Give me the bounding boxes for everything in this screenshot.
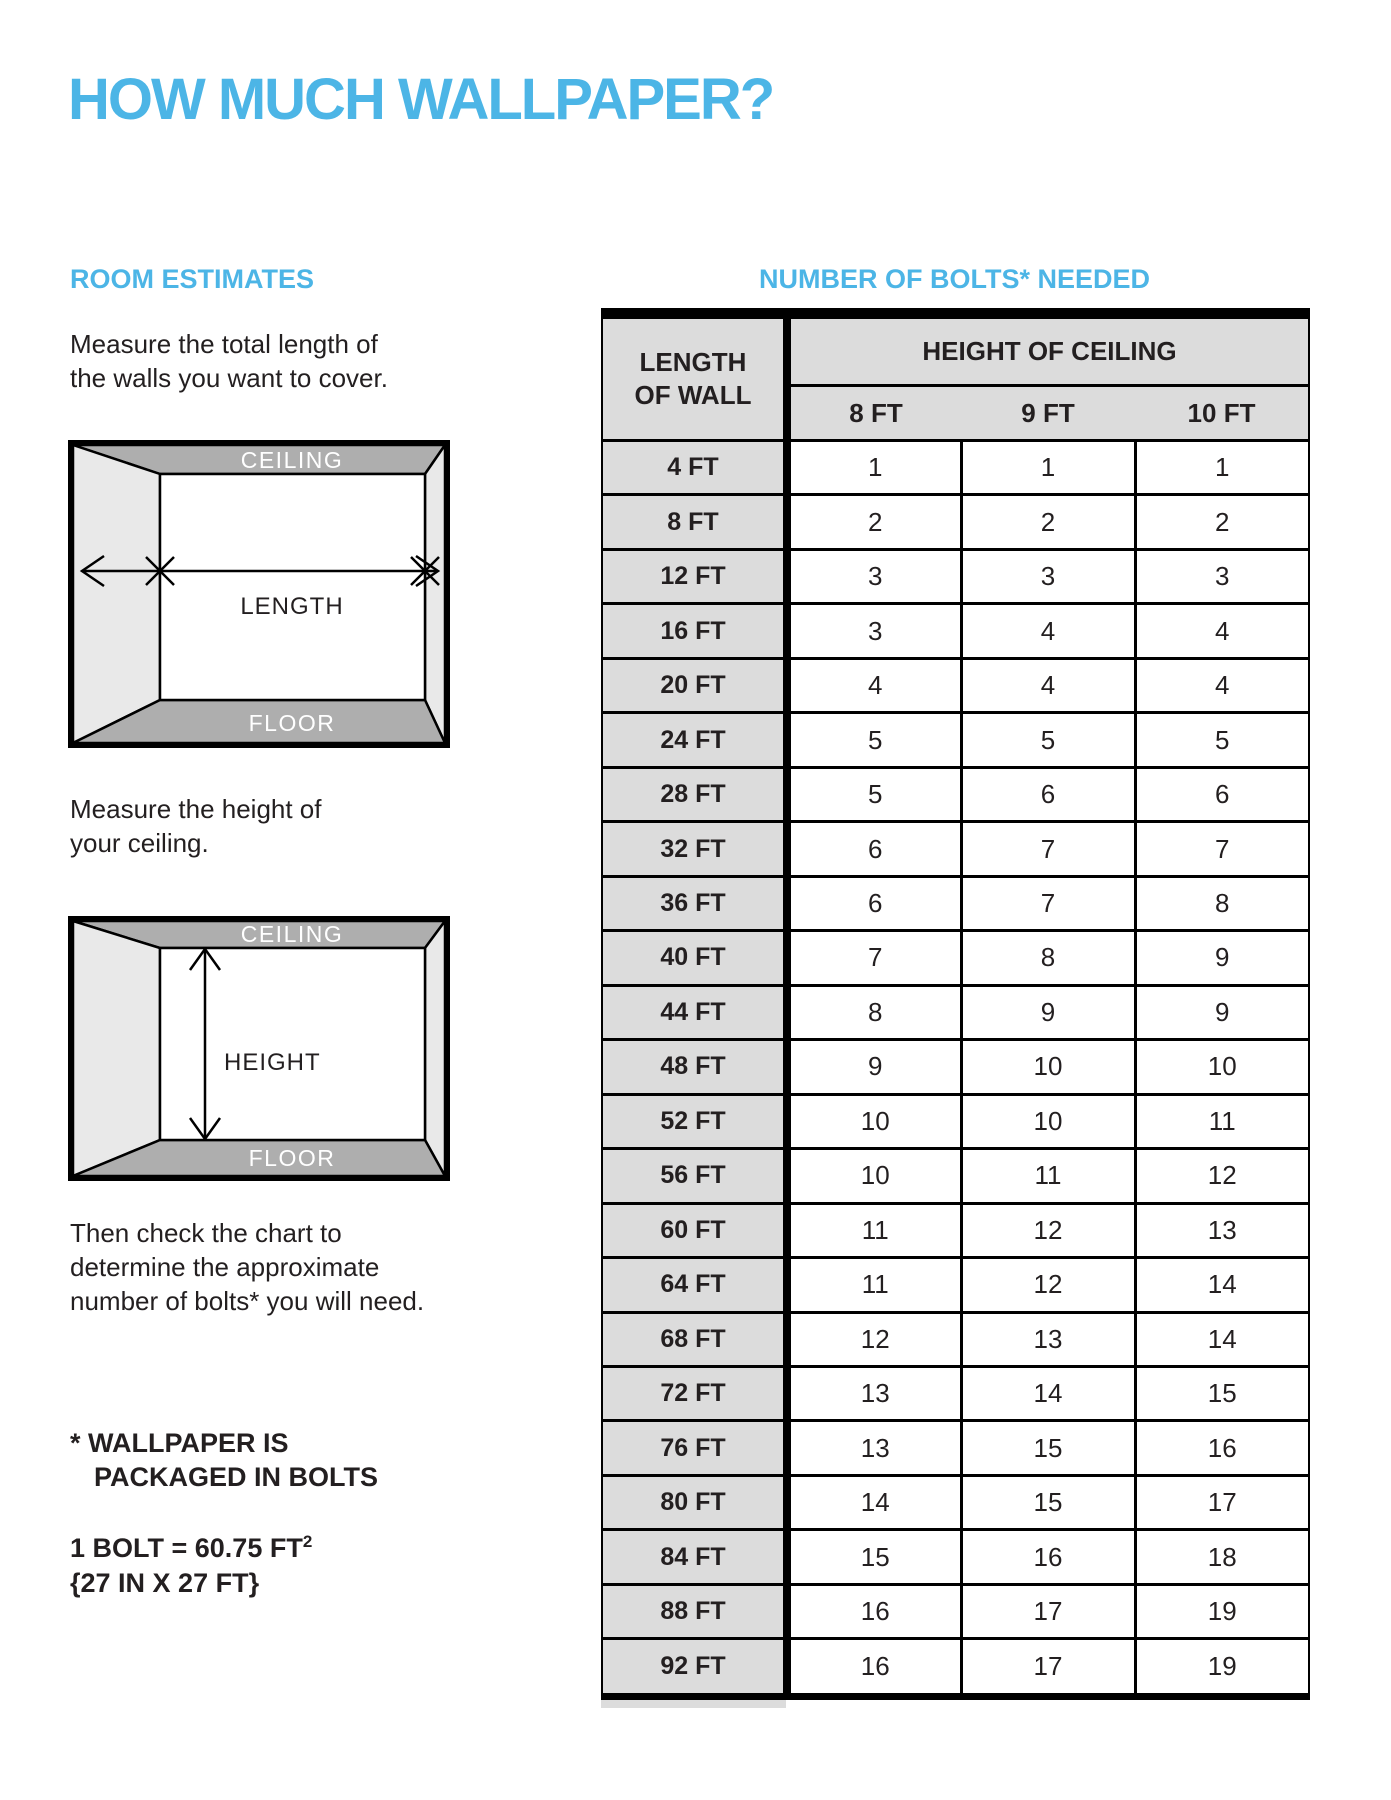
bolt-count-cell: 4 [961, 658, 1135, 712]
left-wall-surface [73, 445, 160, 743]
wall-length-cell: 4 FT [602, 441, 787, 495]
wall-length-cell: 48 FT [602, 1040, 787, 1094]
table-row [602, 1530, 1309, 1584]
bolt-count-cell: 14 [1135, 1258, 1309, 1312]
bolt-count-cell: 6 [787, 876, 961, 930]
bolt-count-cell: 2 [961, 495, 1135, 549]
table-row [602, 549, 1309, 603]
bolts-table-body [602, 441, 1309, 1697]
wall-length-cell: 84 FT [602, 1530, 787, 1584]
bolt-count-cell: 10 [961, 1040, 1135, 1094]
bolt-count-cell: 4 [1135, 658, 1309, 712]
instruction-line: number of bolts* you will need. [70, 1286, 425, 1316]
table-row [602, 1312, 1309, 1366]
length-of-wall-header [602, 314, 787, 441]
wall-length-cell: 28 FT [602, 767, 787, 821]
bolt-dimensions: {27 IN X 27 FT} [70, 1568, 260, 1598]
table-row [602, 876, 1309, 930]
bolt-count-cell: 10 [961, 1094, 1135, 1148]
wall-length-cell: 88 FT [602, 1584, 787, 1638]
table-row [602, 822, 1309, 876]
instruction-check-chart [70, 1216, 424, 1318]
back-wall-surface [160, 948, 425, 1140]
bolt-count-cell: 16 [961, 1530, 1135, 1584]
table-row [602, 1475, 1309, 1529]
bolt-equation [70, 1524, 312, 1566]
table-row [602, 1639, 1309, 1697]
bolt-count-cell: 13 [961, 1312, 1135, 1366]
bolt-count-cell: 11 [787, 1258, 961, 1312]
bolts-footnote [70, 1426, 378, 1494]
height-of-ceiling-header: HEIGHT OF CEILING [787, 314, 1309, 386]
table-row [602, 1421, 1309, 1475]
bolt-count-cell: 16 [787, 1639, 961, 1697]
table-row [602, 495, 1309, 549]
back-wall-surface [160, 474, 425, 700]
bolt-count-cell: 7 [787, 931, 961, 985]
bolt-count-cell: 8 [787, 985, 961, 1039]
wall-length-cell: 68 FT [602, 1312, 787, 1366]
wall-length-cell: 40 FT [602, 931, 787, 985]
column-header-9ft: 9 FT [961, 386, 1135, 441]
bolt-count-cell: 10 [787, 1149, 961, 1203]
table-row [602, 1149, 1309, 1203]
bolt-count-cell: 1 [1135, 441, 1309, 495]
bolt-count-cell: 10 [787, 1094, 961, 1148]
table-row [602, 767, 1309, 821]
bolt-count-cell: 6 [961, 767, 1135, 821]
bolt-count-cell: 12 [961, 1203, 1135, 1257]
wall-length-cell: 64 FT [602, 1258, 787, 1312]
bolt-count-cell: 10 [1135, 1040, 1309, 1094]
bolt-count-cell: 1 [961, 441, 1135, 495]
wall-length-cell: 20 FT [602, 658, 787, 712]
bolt-count-cell: 11 [1135, 1094, 1309, 1148]
table-row [602, 441, 1309, 495]
table-row [602, 1258, 1309, 1312]
bolt-count-cell: 18 [1135, 1530, 1309, 1584]
bolt-count-cell: 17 [961, 1584, 1135, 1638]
wall-length-cell: 44 FT [602, 985, 787, 1039]
bolt-count-cell: 7 [1135, 822, 1309, 876]
bolt-equation-text: 1 BOLT = 60.75 FT [70, 1533, 303, 1563]
wall-length-cell: 36 FT [602, 876, 787, 930]
instruction-line: Measure the height of [70, 794, 322, 824]
bolt-count-cell: 15 [961, 1421, 1135, 1475]
bolt-count-cell: 5 [961, 713, 1135, 767]
wall-length-cell: 60 FT [602, 1203, 787, 1257]
bolt-count-cell: 6 [1135, 767, 1309, 821]
table-row [602, 1040, 1309, 1094]
page-title: HOW MUCH WALLPAPER? [68, 67, 774, 132]
bolt-count-cell: 8 [961, 931, 1135, 985]
right-wall-surface [425, 445, 445, 743]
bolt-count-cell: 19 [1135, 1639, 1309, 1697]
table-row [602, 713, 1309, 767]
table-row [602, 1584, 1309, 1638]
bolt-count-cell: 17 [1135, 1475, 1309, 1529]
bolt-count-cell: 3 [787, 549, 961, 603]
wall-length-cell: 52 FT [602, 1094, 787, 1148]
table-row [602, 931, 1309, 985]
bolt-count-cell: 4 [1135, 604, 1309, 658]
bolt-count-cell: 13 [787, 1366, 961, 1420]
ceiling-label: CEILING [240, 921, 344, 947]
bolt-count-cell: 14 [961, 1366, 1135, 1420]
wall-length-cell: 16 FT [602, 604, 787, 658]
instruction-line: Measure the total length of [70, 329, 378, 359]
bolt-count-cell: 2 [787, 495, 961, 549]
bolt-count-cell: 4 [961, 604, 1135, 658]
wall-length-cell: 80 FT [602, 1475, 787, 1529]
wall-length-cell: 8 FT [602, 495, 787, 549]
header-line: OF WALL [634, 380, 752, 410]
bolt-count-cell: 9 [1135, 931, 1309, 985]
bolt-count-cell: 15 [787, 1530, 961, 1584]
room-height-diagram [68, 916, 450, 1181]
bolt-count-cell: 3 [961, 549, 1135, 603]
table-row [602, 1203, 1309, 1257]
table-row [602, 985, 1309, 1039]
bolt-count-cell: 16 [787, 1584, 961, 1638]
instruction-line: Then check the chart to [70, 1218, 342, 1248]
bolt-count-cell: 5 [1135, 713, 1309, 767]
length-measure-label: LENGTH [240, 593, 344, 620]
bolt-count-cell: 16 [1135, 1421, 1309, 1475]
floor-label: FLOOR [248, 1145, 336, 1171]
floor-label: FLOOR [248, 710, 336, 736]
bolt-count-cell: 11 [961, 1149, 1135, 1203]
room-estimates-heading: ROOM ESTIMATES [70, 264, 315, 294]
table-row [602, 604, 1309, 658]
bolts-table-container [601, 308, 1308, 1700]
bolt-count-cell: 6 [787, 822, 961, 876]
footnote-line: PACKAGED IN BOLTS [94, 1462, 379, 1492]
wall-length-cell: 76 FT [602, 1421, 787, 1475]
bolt-count-cell: 12 [961, 1258, 1135, 1312]
height-measure-label: HEIGHT [224, 1049, 321, 1076]
bolt-count-cell: 5 [787, 767, 961, 821]
bolt-count-cell: 3 [787, 604, 961, 658]
ceiling-label: CEILING [240, 447, 344, 473]
bolt-count-cell: 14 [1135, 1312, 1309, 1366]
bolt-count-cell: 12 [787, 1312, 961, 1366]
bolt-count-cell: 14 [787, 1475, 961, 1529]
wall-length-cell: 56 FT [602, 1149, 787, 1203]
instruction-line: the walls you want to cover. [70, 363, 388, 393]
table-row [602, 1366, 1309, 1420]
bolts-table-heading: NUMBER OF BOLTS* NEEDED [758, 264, 1150, 294]
right-wall-surface [425, 921, 445, 1176]
bolt-count-cell: 9 [961, 985, 1135, 1039]
column-header-8ft: 8 FT [787, 386, 961, 441]
wall-length-cell: 92 FT [602, 1639, 787, 1697]
bolt-count-cell: 9 [1135, 985, 1309, 1039]
bolts-table [601, 308, 1310, 1700]
footnote-line: * WALLPAPER IS [70, 1428, 289, 1458]
bolt-equation-exponent: 2 [302, 1532, 313, 1551]
bolt-count-cell: 15 [961, 1475, 1135, 1529]
bolt-count-cell: 13 [1135, 1203, 1309, 1257]
bolt-count-cell: 19 [1135, 1584, 1309, 1638]
bolt-definition [70, 1524, 312, 1601]
bolt-count-cell: 7 [961, 876, 1135, 930]
wall-length-cell: 24 FT [602, 713, 787, 767]
table-row [602, 1094, 1309, 1148]
table-header-row [602, 314, 1309, 386]
bolt-count-cell: 9 [787, 1040, 961, 1094]
header-line: LENGTH [639, 347, 747, 377]
bolt-count-cell: 4 [787, 658, 961, 712]
bolt-count-cell: 8 [1135, 876, 1309, 930]
bolt-count-cell: 7 [961, 822, 1135, 876]
instruction-line: determine the approximate [70, 1252, 380, 1282]
instruction-measure-length [70, 327, 388, 395]
bolt-count-cell: 12 [1135, 1149, 1309, 1203]
table-row [602, 658, 1309, 712]
bolt-count-cell: 1 [787, 441, 961, 495]
bolt-count-cell: 15 [1135, 1366, 1309, 1420]
instruction-measure-height [70, 792, 322, 860]
wall-length-cell: 32 FT [602, 822, 787, 876]
bolt-count-cell: 17 [961, 1639, 1135, 1697]
instruction-line: your ceiling. [70, 828, 209, 858]
bolt-count-cell: 11 [787, 1203, 961, 1257]
bolt-count-cell: 5 [787, 713, 961, 767]
room-length-diagram [68, 440, 450, 748]
left-wall-surface [73, 921, 160, 1176]
wall-length-cell: 72 FT [602, 1366, 787, 1420]
column-header-10ft: 10 FT [1135, 386, 1309, 441]
bolt-count-cell: 3 [1135, 549, 1309, 603]
table-footer-tab [601, 1700, 786, 1708]
wall-length-cell: 12 FT [602, 549, 787, 603]
bolt-count-cell: 13 [787, 1421, 961, 1475]
bolt-count-cell: 2 [1135, 495, 1309, 549]
